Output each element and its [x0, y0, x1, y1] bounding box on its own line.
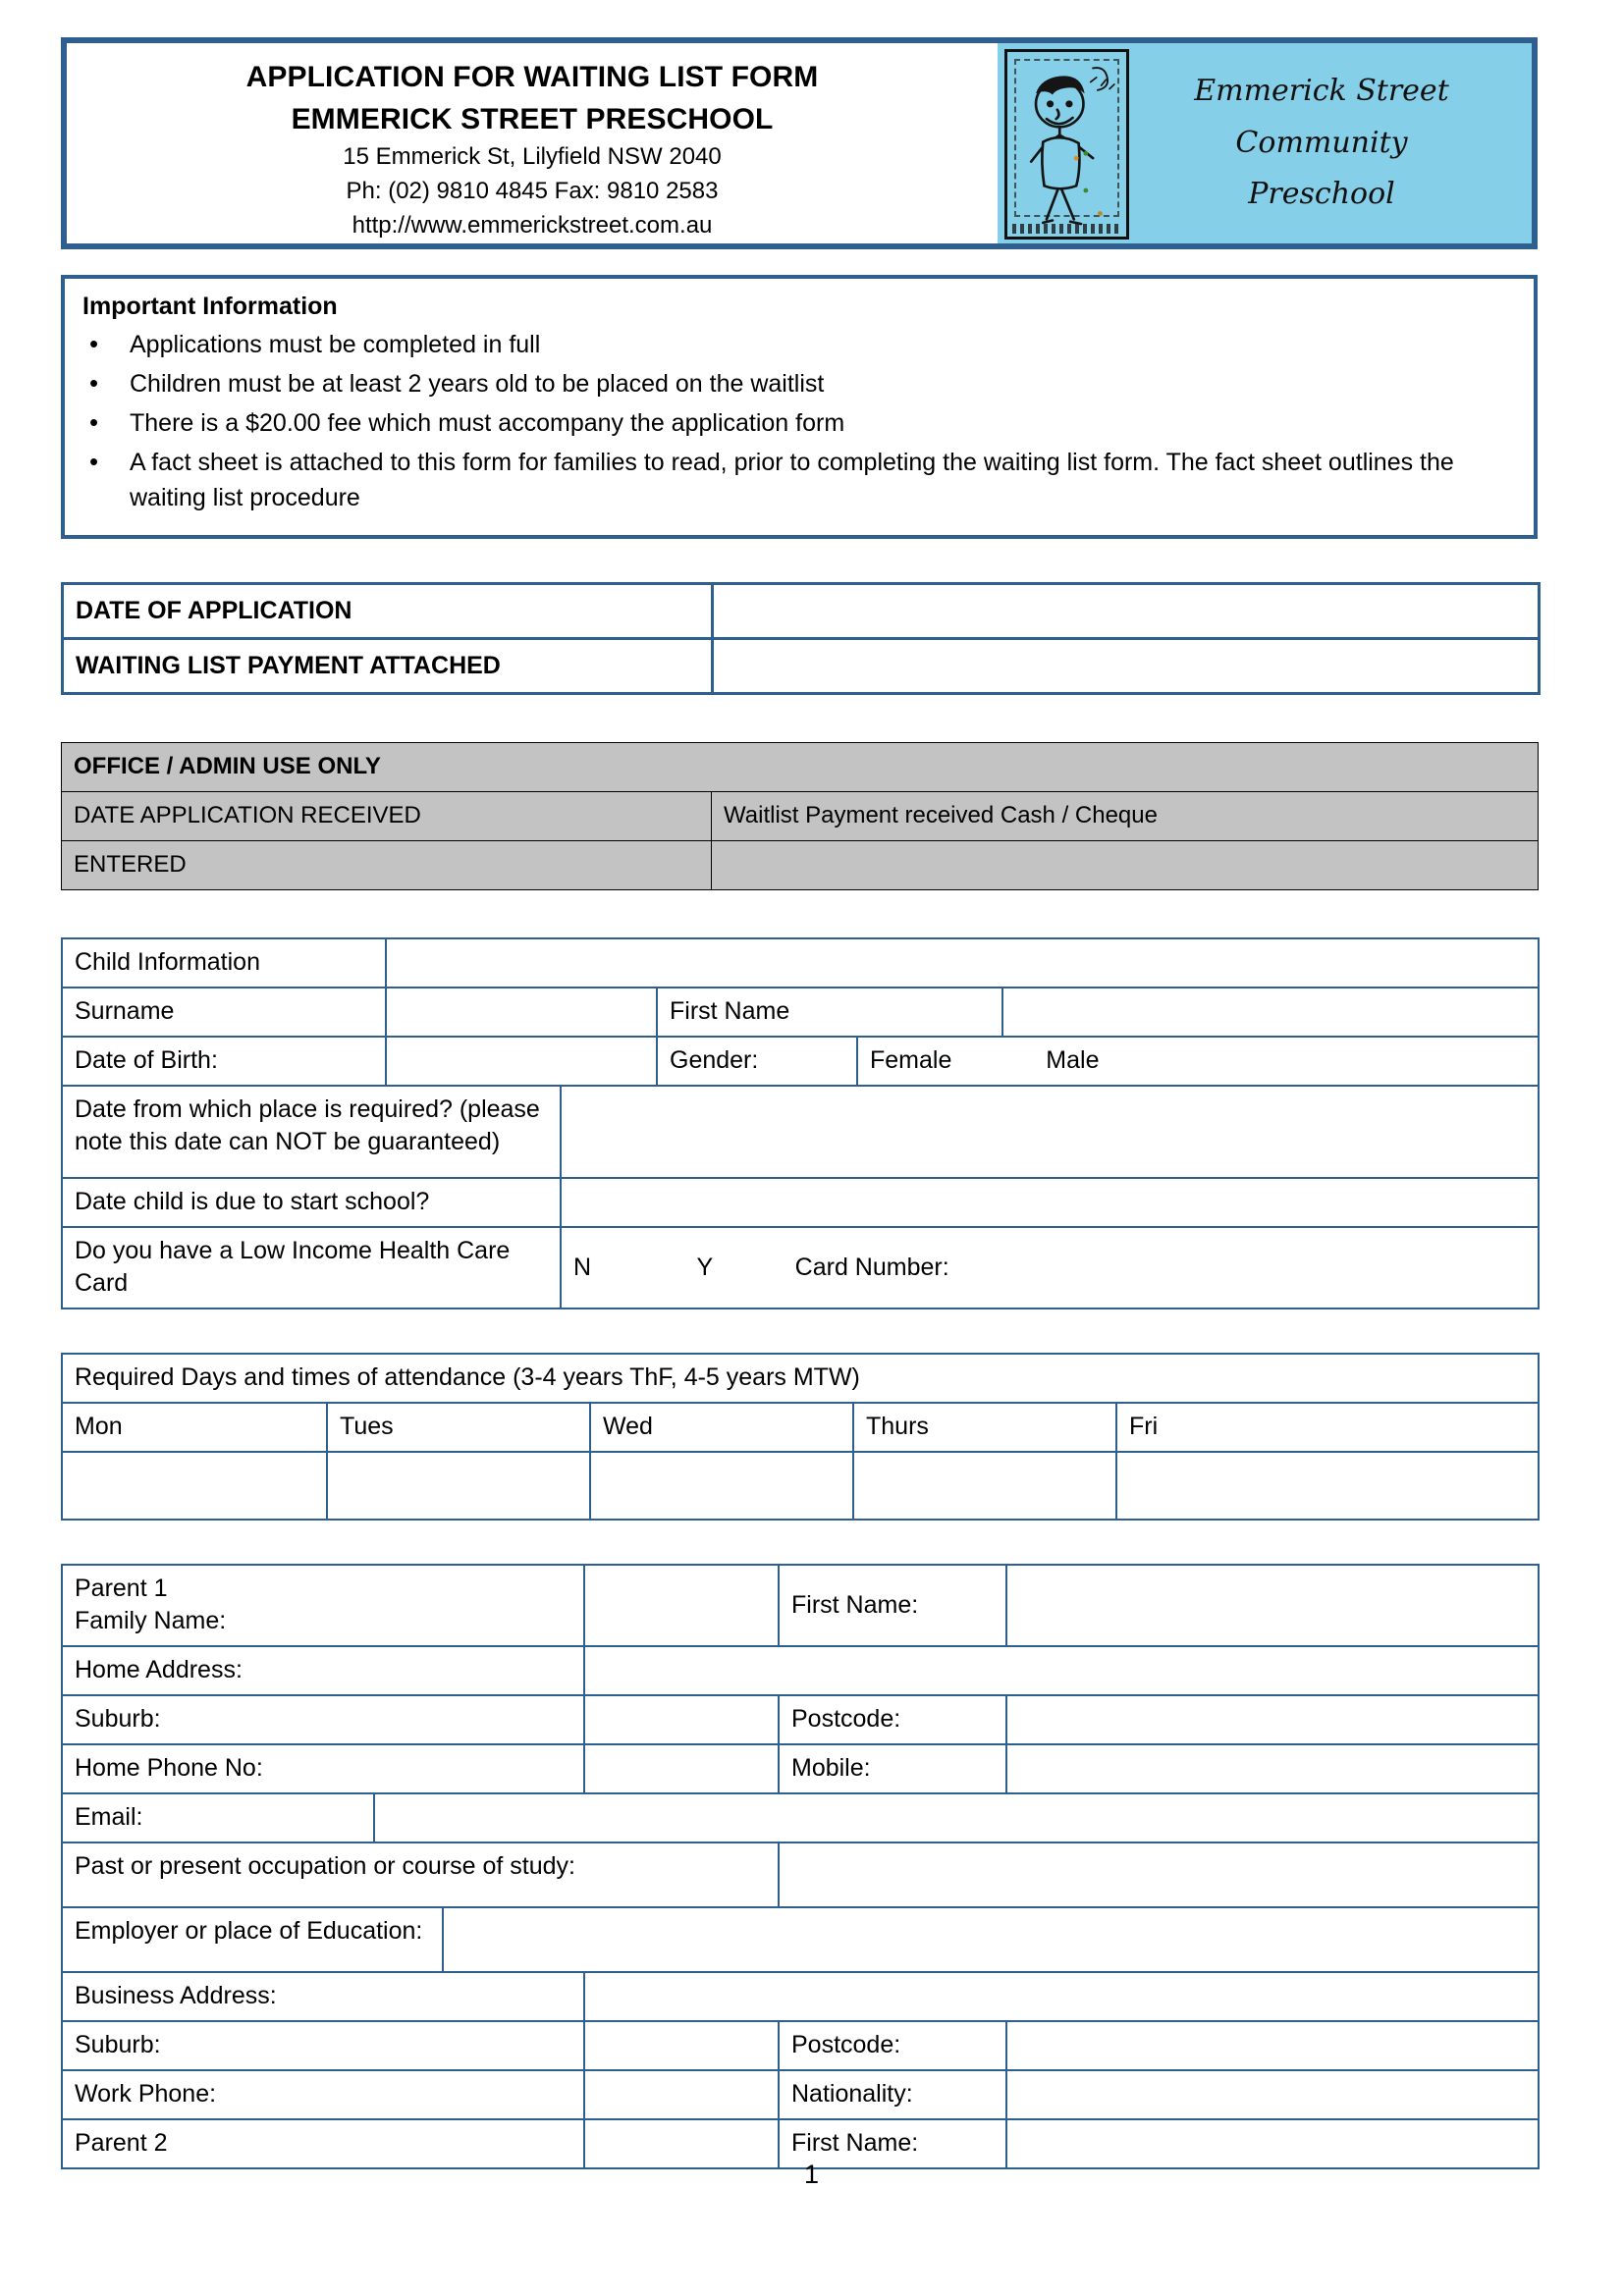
- list-item: • A fact sheet is attached to this form for families to read, prior to completing the waiting list form. The fact sheet outlines the waiting list procedure: [82, 445, 1516, 515]
- parent1-business-suburb-label: Suburb:: [62, 2021, 584, 2070]
- health-care-card-options[interactable]: [561, 1227, 1539, 1308]
- parent1-postcode-label: Postcode:: [779, 1695, 1006, 1744]
- list-item: • Children must be at least 2 years old to be placed on the waitlist: [82, 366, 1516, 401]
- date-of-application-field[interactable]: [713, 584, 1540, 639]
- table-row: [62, 1744, 1539, 1793]
- parent1-business-suburb-field[interactable]: [584, 2021, 779, 2070]
- parent1-email-field[interactable]: [374, 1793, 1539, 1842]
- date-place-required-field[interactable]: [561, 1086, 1539, 1178]
- office-admin-table: [61, 742, 1539, 890]
- parent1-occupation-label: Past or present occupation or course of study:: [62, 1842, 779, 1907]
- date-place-required-label: Date from which place is required? (please note this date can NOT be guaranteed): [62, 1086, 561, 1178]
- gender-option-female[interactable]: Female: [870, 1046, 952, 1074]
- parent1-email-label: Email:: [62, 1793, 374, 1842]
- day-field-wed[interactable]: [590, 1452, 853, 1520]
- form-header: [61, 37, 1538, 249]
- table-row: [62, 1354, 1539, 1403]
- table-row: [62, 1646, 1539, 1695]
- table-row: [62, 2021, 1539, 2070]
- parent-details-table: [61, 1564, 1540, 2169]
- child-surname-label: Surname: [62, 988, 386, 1037]
- child-first-name-label: First Name: [657, 988, 1002, 1037]
- child-dob-field[interactable]: [386, 1037, 657, 1086]
- parent1-postcode-field[interactable]: [1006, 1695, 1539, 1744]
- table-row: [62, 1037, 1539, 1086]
- day-field-mon[interactable]: [62, 1452, 327, 1520]
- parent1-business-postcode-field[interactable]: [1006, 2021, 1539, 2070]
- table-row: [62, 1907, 1539, 1972]
- office-admin-heading: OFFICE / ADMIN USE ONLY: [62, 743, 1539, 792]
- table-row: [62, 988, 1539, 1037]
- table-row: [62, 1842, 1539, 1907]
- attendance-table: [61, 1353, 1540, 1521]
- date-application-received-label: DATE APPLICATION RECEIVED: [62, 792, 712, 841]
- parent1-work-phone-label: Work Phone:: [62, 2070, 584, 2119]
- parent1-home-phone-field[interactable]: [584, 1744, 779, 1793]
- parent2-first-name-label: First Name:: [779, 2119, 1006, 2168]
- logo-line-3: Preschool: [1248, 177, 1395, 212]
- day-header-mon: Mon: [62, 1403, 327, 1452]
- table-row: [62, 1972, 1539, 2021]
- child-dob-label: Date of Birth:: [62, 1037, 386, 1086]
- waitlist-payment-received-label: Waitlist Payment received Cash / Cheque: [712, 792, 1539, 841]
- child-gender-label: Gender:: [657, 1037, 857, 1086]
- parent1-label: Parent 1: [75, 1575, 168, 1602]
- parent1-family-name-label: [62, 1565, 584, 1646]
- parent2-label: Parent 2: [62, 2119, 584, 2168]
- list-item: • Applications must be completed in full: [82, 327, 1516, 362]
- day-header-wed: Wed: [590, 1403, 853, 1452]
- page-number: 1: [803, 2160, 820, 2189]
- preschool-website[interactable]: http://www.emmerickstreet.com.au: [352, 211, 713, 239]
- preschool-address: 15 Emmerick St, Lilyfield NSW 2040: [343, 143, 722, 171]
- form-title-line2: EMMERICK STREET PRESCHOOL: [291, 102, 774, 135]
- parent1-home-address-label: Home Address:: [62, 1646, 584, 1695]
- parent1-employer-label: Employer or place of Education:: [62, 1907, 443, 1972]
- table-row: [62, 1403, 1539, 1452]
- parent1-family-name-text: Family Name:: [75, 1607, 227, 1634]
- start-school-label: Date child is due to start school?: [62, 1178, 561, 1227]
- important-information-list: [82, 327, 1516, 515]
- date-of-application-label: DATE OF APPLICATION: [63, 584, 713, 639]
- table-row: [62, 841, 1539, 890]
- table-row: [62, 1178, 1539, 1227]
- important-information-box: [61, 275, 1538, 539]
- day-header-tues: Tues: [327, 1403, 590, 1452]
- parent1-business-address-label: Business Address:: [62, 1972, 584, 2021]
- parent1-home-phone-label: Home Phone No:: [62, 1744, 584, 1793]
- start-school-field[interactable]: [561, 1178, 1539, 1227]
- parent1-mobile-field[interactable]: [1006, 1744, 1539, 1793]
- form-title-line1: APPLICATION FOR WAITING LIST FORM: [245, 61, 819, 93]
- child-gender-options[interactable]: [857, 1037, 1539, 1086]
- table-row: [62, 792, 1539, 841]
- parent1-suburb-label: Suburb:: [62, 1695, 584, 1744]
- child-surname-field[interactable]: [386, 988, 657, 1037]
- health-card-option-y[interactable]: Y: [696, 1253, 713, 1281]
- important-information-title: Important Information: [82, 293, 338, 320]
- table-row: [62, 1565, 1539, 1646]
- waiting-list-payment-field[interactable]: [713, 639, 1540, 694]
- table-row: [63, 584, 1540, 639]
- gender-option-male[interactable]: Male: [1046, 1046, 1100, 1074]
- parent1-first-name-label: First Name:: [779, 1565, 1006, 1646]
- waiting-list-payment-label: WAITING LIST PAYMENT ATTACHED: [63, 639, 713, 694]
- table-row: [62, 1793, 1539, 1842]
- child-information-table: [61, 937, 1540, 1309]
- child-drawing-icon: [1004, 49, 1129, 240]
- parent1-nationality-label: Nationality:: [779, 2070, 1006, 2119]
- entered-label: ENTERED: [62, 841, 712, 890]
- day-header-thurs: Thurs: [853, 1403, 1116, 1452]
- logo-line-2: Community: [1235, 125, 1408, 160]
- parent1-occupation-field[interactable]: [779, 1842, 1539, 1907]
- parent1-first-name-field[interactable]: [1006, 1565, 1539, 1646]
- health-card-option-n[interactable]: N: [573, 1253, 592, 1281]
- table-row: [62, 2070, 1539, 2119]
- preschool-phone-fax: Ph: (02) 9810 4845 Fax: 9810 2583: [346, 177, 719, 204]
- day-field-tues[interactable]: [327, 1452, 590, 1520]
- parent1-business-address-field[interactable]: [584, 1972, 1539, 2021]
- list-item: • There is a $20.00 fee which must accompany the application form: [82, 405, 1516, 441]
- parent1-family-name-field[interactable]: [584, 1565, 779, 1646]
- table-row: [62, 1227, 1539, 1308]
- child-first-name-field[interactable]: [1002, 988, 1539, 1037]
- parent1-employer-field[interactable]: [443, 1907, 1539, 1972]
- table-row: [62, 1695, 1539, 1744]
- logo-block: [998, 43, 1532, 243]
- parent1-work-phone-field[interactable]: [584, 2070, 779, 2119]
- table-row: [63, 639, 1540, 694]
- card-number-label: Card Number:: [794, 1253, 949, 1281]
- table-row: [62, 938, 1539, 988]
- application-date-table: [61, 582, 1541, 695]
- parent1-home-address-field[interactable]: [584, 1646, 1539, 1695]
- logo-line-1: Emmerick Street: [1194, 74, 1449, 109]
- health-care-card-label: Do you have a Low Income Health Care Card: [62, 1227, 561, 1308]
- child-information-section-label: Child Information: [62, 938, 386, 988]
- parent1-mobile-label: Mobile:: [779, 1744, 1006, 1793]
- child-information-section-field[interactable]: [386, 938, 1539, 988]
- table-row: [62, 1086, 1539, 1178]
- logo-wordmark: [1129, 43, 1532, 243]
- entered-field[interactable]: [712, 841, 1539, 890]
- parent1-nationality-field[interactable]: [1006, 2070, 1539, 2119]
- day-field-fri[interactable]: [1116, 1452, 1539, 1520]
- day-header-fri: Fri: [1116, 1403, 1539, 1452]
- table-row: [62, 1452, 1539, 1520]
- header-text-block: [67, 43, 998, 243]
- parent1-business-postcode-label: Postcode:: [779, 2021, 1006, 2070]
- day-field-thurs[interactable]: [853, 1452, 1116, 1520]
- table-row: [62, 743, 1539, 792]
- parent1-suburb-field[interactable]: [584, 1695, 779, 1744]
- attendance-heading: Required Days and times of attendance (3-4 years ThF, 4-5 years MTW): [62, 1354, 1539, 1403]
